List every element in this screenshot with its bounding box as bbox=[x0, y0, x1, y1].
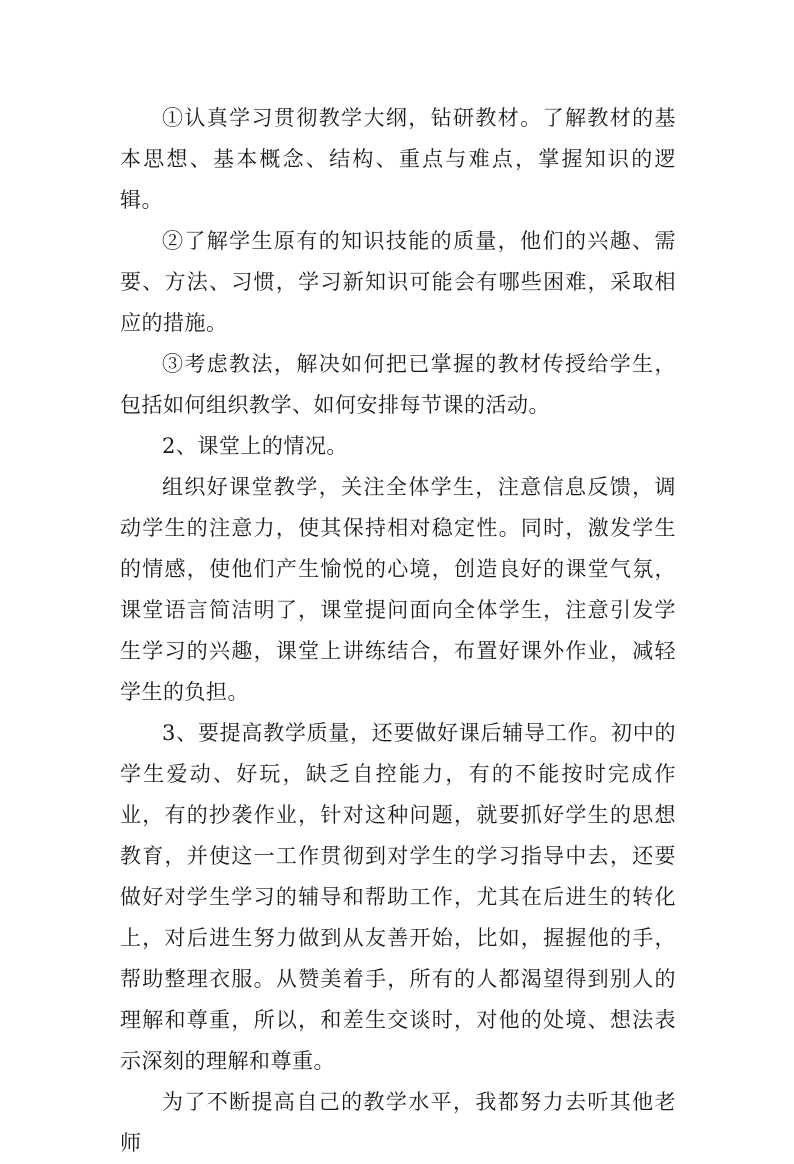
paragraph-6: 3、要提高教学质量，还要做好课后辅导工作。初中的学生爱动、好玩，缺乏自控能力，有的不能按时完成作业，有的抄袭作业，针对这种问题，就要抓好学生的思想教育，并使这一工作贯彻到对学生的学习指导中去，还要做好对学生学习的辅导和帮助工作，尤其在后进生的转化上，对后进生努力做到从友善开始，比如，握握他的手，帮助整理衣服。从赞美着手，所有的人都渴望得到别人的理解和尊重，所以，和差生交谈时，对他的处境、想法表示深刻的理解和尊重。 bbox=[120, 721, 676, 1073]
document-body bbox=[120, 98, 676, 1164]
paragraph-7: 为了不断提高自己的教学水平，我都努力去听其他老师 bbox=[120, 1090, 676, 1155]
paragraph-5: 组织好课堂教学，关注全体学生，注意信息反馈，调动学生的注意力，使其保持相对稳定性。同时，激发学生的情感，使他们产生愉悦的心境，创造良好的课堂气氛，课堂语言简洁明了，课堂提问面向全体学生，注意引发学生学习的兴趣，课堂上讲练结合，布置好课外作业，减轻学生的负担。 bbox=[120, 475, 676, 704]
paragraph-1: ①认真学习贯彻教学大纲，钻研教材。了解教材的基本思想、基本概念、结构、重点与难点，掌握知识的逻辑。 bbox=[120, 106, 676, 212]
paragraph-3: ③考虑教法，解决如何把已掌握的教材传授给学生，包括如何组织教学、如何安排每节课的活动。 bbox=[120, 352, 676, 417]
paragraph-2: ②了解学生原有的知识技能的质量，他们的兴趣、需要、方法、习惯，学习新知识可能会有哪些困难，采取相应的措施。 bbox=[120, 229, 676, 335]
section-heading-2: 2、课堂上的情况。 bbox=[162, 434, 348, 458]
